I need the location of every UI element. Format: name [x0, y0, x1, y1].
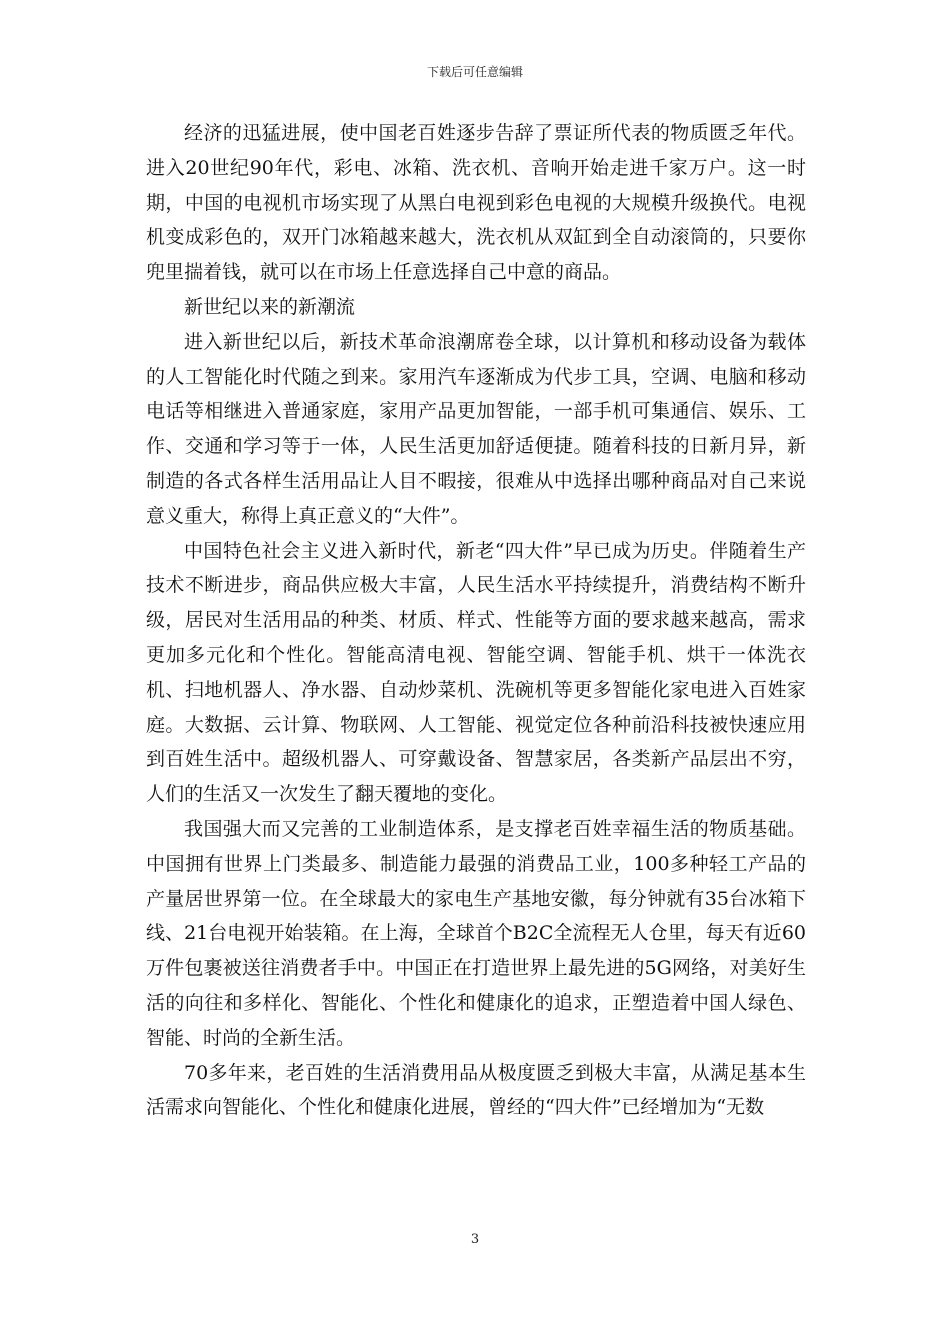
paragraph: 我国强大而又完善的工业制造体系，是支撑老百姓幸福生活的物质基础。中国拥有世界上门类最多、制造能力最强的消费品工业，100多种轻工产品的产量居世界第一位。在全球最大的家电生产基地安徽，每分钟就有35台冰箱下线、21台电视开始装箱。在上海，全球首个B2C全流程无人仓里，每天有近60万件包裹被送往消费者手中。中国正在打造世界上最先进的5G网络，对美好生活的向往和多样化、智能化、个性化和健康化的追求，正塑造着中国人绿色、智能、时尚的全新生活。: [146, 817, 806, 1049]
paragraph: 进入新世纪以后，新技术革命浪潮席卷全球，以计算机和移动设备为载体的人工智能化时代随之到来。家用汽车逐渐成为代步工具，空调、电脑和移动电话等相继进入普通家庭，家用产品更加智能，一部手机可集通信、娱乐、工作、交通和学习等于一体，人民生活更加舒适便捷。随着科技的日新月异，新制造的各式各样生活用品让人目不暇接，很难从中选择出哪种商品对自己来说意义重大，称得上真正意义的“大件”。: [146, 330, 806, 527]
page-number: 3: [470, 1232, 480, 1247]
document-body: [146, 116, 806, 1125]
section-heading: 新世纪以来的新潮流: [184, 295, 356, 318]
paragraph: 中国特色社会主义进入新时代，新老“四大件”早已成为历史。伴随着生产技术不断进步，商品供应极大丰富，人民生活水平持续提升，消费结构不断升级，居民对生活用品的种类、材质、样式、性能等方面的要求越来越高，需求更加多元化和个性化。智能高清电视、智能空调、智能手机、烘干一体洗衣机、扫地机器人、净水器、自动炒菜机、洗碗机等更多智能化家电进入百姓家庭。大数据、云计算、物联网、人工智能、视觉定位各种前沿科技被快速应用到百姓生活中。超级机器人、可穿戴设备、智慧家居，各类新产品层出不穷，人们的生活又一次发生了翻天覆地的变化。: [146, 539, 806, 806]
paragraph: 经济的迅猛进展，使中国老百姓逐步告辞了票证所代表的物质匮乏年代。进入20世纪90年代，彩电、冰箱、洗衣机、音响开始走进千家万户。这一时期，中国的电视机市场实现了从黑白电视到彩色电视的大规模升级换代。电视机变成彩色的，双开门冰箱越来越大，洗衣机从双缸到全自动滚筒的，只要你兜里揣着钱，就可以在市场上任意选择自己中意的商品。: [146, 122, 806, 284]
page-header: 下载后可任意编辑: [426, 65, 523, 79]
paragraph: 70多年来，老百姓的生活消费用品从极度匮乏到极大丰富，从满足基本生活需求向智能化、个性化和健康化进展，曾经的“四大件”已经增加为“无数: [146, 1061, 806, 1119]
